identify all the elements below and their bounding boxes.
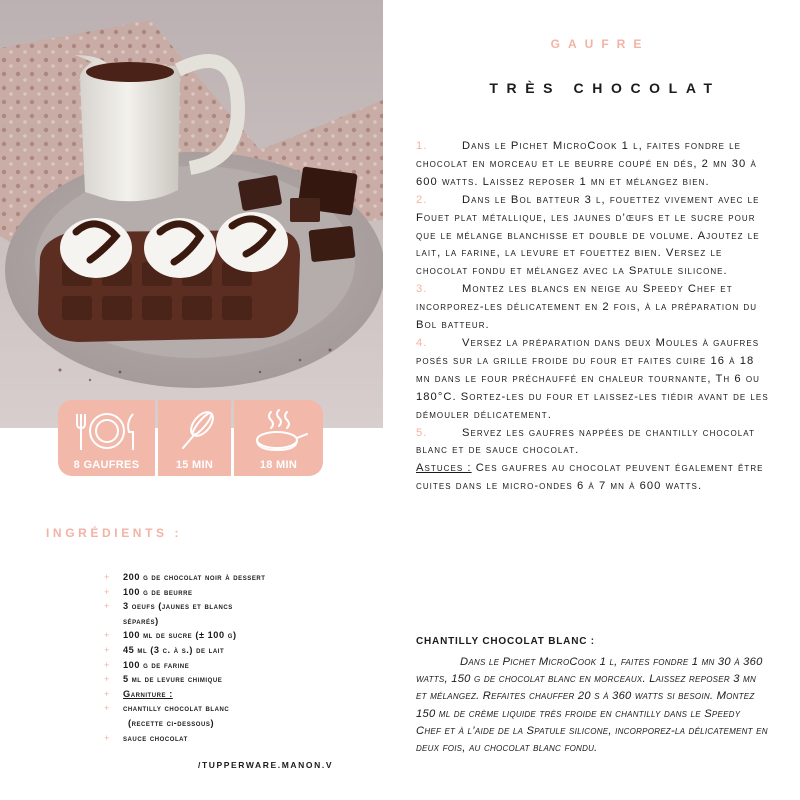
whisk-icon xyxy=(170,404,220,456)
step-text: Montez les blancs en neige au Speedy Chef et incorporez-les délicatement en 2 fois, à la préparation du Bol batteur. xyxy=(416,283,758,332)
plate-cutlery-icon xyxy=(67,404,147,456)
ingredient-item: + 100 g de beurre xyxy=(104,586,193,597)
ingredient-item: + 45 ml (3 c. à s.) de lait xyxy=(104,644,225,655)
footer-credit: /TUPPERWARE.MANON.V xyxy=(198,760,334,770)
recipe-steps xyxy=(416,138,772,496)
recipe-step xyxy=(416,335,772,425)
ingredient-item: + 5 ml de levure chimique xyxy=(104,674,223,685)
ingredient-item-continued: (recette ci-dessous) xyxy=(128,717,215,728)
step-text: Versez la préparation dans deux Moules à gaufres posés sur la grille froide du four et faites cuire 16 à 18 mn dans le four préchauffé en chaleur tournante, Th 6 ou 180°C. Sortez-les du four et laissez-les tiédir avant de les démouler délicatement. xyxy=(416,336,769,421)
step-text: Dans le Bol batteur 3 l, fouettez vivement avec le Fouet plat métallique, les jaunes d’œufs et le sucre pour que le mélange blanchisse et double de volume. Ajoutez le lait, la farine, la levure et fouettez bien. Versez le chocolat fondu et mélangez avec la Spatule silicone. xyxy=(416,193,760,278)
step-text: Dans le Pichet MicroCook 1 l, faites fondre le chocolat en morceau et le beurre coupé en dés, 2 mn 30 à 600 watts. Laissez reposer 1 mn et mélangez bien. xyxy=(416,140,757,188)
badge-cook-time xyxy=(234,400,323,476)
frying-pan-icon xyxy=(249,404,309,456)
recipe-step xyxy=(416,138,772,192)
recipe-step xyxy=(416,425,772,461)
ingredient-item: + 3 oeufs (jaunes et blancs xyxy=(104,601,233,612)
chantilly-text: Dans le Pichet MicroCook 1 l, faites fondre 1 mn 30 à 360 watts, 150 g de chocolat blanc en morceaux. Laissez reposer 3 mn et mélangez. Refaites chauffer 20 s à 360 watts si besoin. Montez 150 ml de crème liquide très froide en chantilly dans le Speedy Chef et à l’aide de la Spatule silicone, incorporez-la délicatement en deux fois, au chocolat blanc fondu. xyxy=(416,656,768,755)
badge-prep-time-label: 15 MIN xyxy=(175,459,214,471)
recipe-category: GAUFRE xyxy=(550,37,650,51)
garnish-heading: + Garniture : xyxy=(104,688,173,699)
badge-cook-time-label: 18 MIN xyxy=(259,459,298,471)
chantilly-text-block xyxy=(416,654,768,757)
ingredient-item: + 100 ml de sucre (± 100 g) xyxy=(104,630,237,641)
waffle-photo-illustration xyxy=(0,0,383,428)
step-number: 5. xyxy=(416,426,428,439)
recipe-photo xyxy=(0,0,383,428)
badge-servings xyxy=(58,400,155,476)
step-text: Servez les gaufres nappées de chantilly chocolat blanc et de sauce chocolat. xyxy=(416,426,756,457)
badge-servings-label: 8 GAUFRES xyxy=(73,459,140,471)
recipe-step xyxy=(416,281,772,335)
astuces-label: Astuces : xyxy=(416,462,472,475)
ingredient-item: + 100 g de farine xyxy=(104,659,190,670)
step-number: 2. xyxy=(416,193,428,206)
recipe-title: TRÈS CHOCOLAT xyxy=(489,80,721,96)
step-number: 1. xyxy=(416,140,428,152)
recipe-step xyxy=(416,192,772,282)
ingredient-item: + chantilly chocolat blanc xyxy=(104,703,230,714)
ingredient-item: + 200 g de chocolat noir à dessert xyxy=(104,572,266,582)
step-number: 4. xyxy=(416,336,428,349)
badge-prep-time xyxy=(158,400,231,476)
astuces-text: Ces gaufres au chocolat peuvent également être cuites dans le micro-ondes 6 à 7 mn à 600 watts. xyxy=(416,462,764,493)
astuces xyxy=(416,460,772,496)
chantilly-title: CHANTILLY CHOCOLAT BLANC : xyxy=(416,636,595,647)
ingredients-list xyxy=(104,570,404,745)
step-number: 3. xyxy=(416,283,428,296)
ingredients-title: INGRÉDIENTS : xyxy=(46,526,183,540)
ingredient-item: + sauce chocolat xyxy=(104,732,188,743)
ingredient-item-continued: séparés) xyxy=(123,615,159,626)
